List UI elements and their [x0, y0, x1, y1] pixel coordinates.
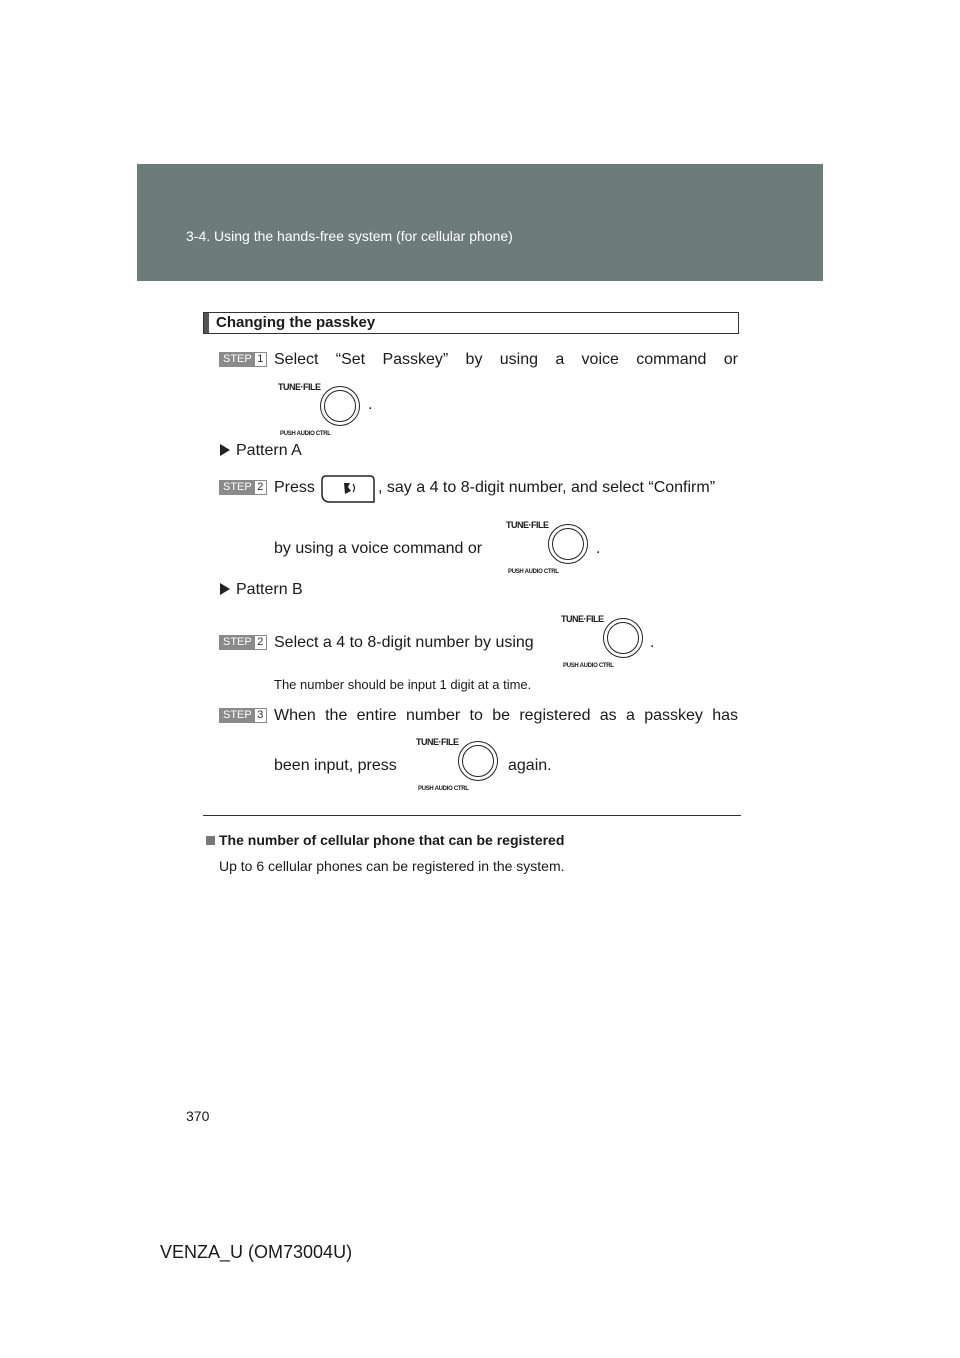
step2a-line2: by using a voice command or — [274, 540, 483, 557]
step2b-period: . — [650, 634, 655, 651]
tune-file-knob-icon: TUNE·FILE PUSH AUDIO CTRL — [272, 382, 382, 442]
step1-line1: Select “Set Passkey” by using a voice command or — [274, 351, 738, 368]
step-number: 1 — [255, 353, 266, 366]
page-number: 370 — [186, 1108, 210, 1124]
step-label: STEP — [220, 353, 255, 366]
tune-file-knob-icon: TUNE·FILE PUSH AUDIO CTRL — [555, 614, 665, 674]
step-badge: STEP 2 — [219, 480, 267, 495]
talk-switch-icon — [320, 472, 376, 506]
subsection-heading — [203, 312, 739, 334]
step1-period: . — [368, 396, 373, 413]
step-badge — [219, 352, 267, 367]
pattern-b-label: Pattern B — [220, 581, 303, 599]
step2a-period: . — [596, 540, 601, 557]
info-heading: The number of cellular phone that can be registered — [206, 832, 564, 848]
heading-text: Changing the passkey — [216, 314, 376, 331]
tune-file-knob-icon: TUNE·FILE PUSH AUDIO CTRL — [410, 737, 520, 797]
info-body: Up to 6 cellular phones can be registered in the system. — [219, 858, 565, 874]
pattern-arrow-icon — [220, 583, 230, 595]
bullet-square-icon — [206, 836, 215, 845]
step2b-note: The number should be input 1 digit at a time. — [274, 677, 532, 692]
step3-again: again. — [508, 757, 552, 774]
pattern-arrow-icon — [220, 444, 230, 456]
step2a-press: Press — [274, 479, 315, 496]
section-title: 3-4. Using the hands-free system (for cellular phone) — [186, 228, 513, 244]
header-band — [137, 164, 823, 281]
heading-accent-bar — [204, 313, 209, 333]
step2b-line1: Select a 4 to 8-digit number by using — [274, 634, 534, 651]
step-badge: STEP 3 — [219, 708, 267, 723]
section-divider — [203, 815, 741, 816]
pattern-a-label: Pattern A — [220, 442, 302, 460]
step3-line2: been input, press — [274, 757, 397, 774]
tune-file-knob-icon: TUNE·FILE PUSH AUDIO CTRL — [500, 520, 610, 580]
step3-line1: When the entire number to be registered as a passkey has — [274, 707, 738, 724]
step-badge: STEP 2 — [219, 635, 267, 650]
step2a-line1-rest: , say a 4 to 8-digit number, and select “Confirm” — [378, 479, 716, 496]
footer-code: VENZA_U (OM73004U) — [160, 1242, 353, 1262]
